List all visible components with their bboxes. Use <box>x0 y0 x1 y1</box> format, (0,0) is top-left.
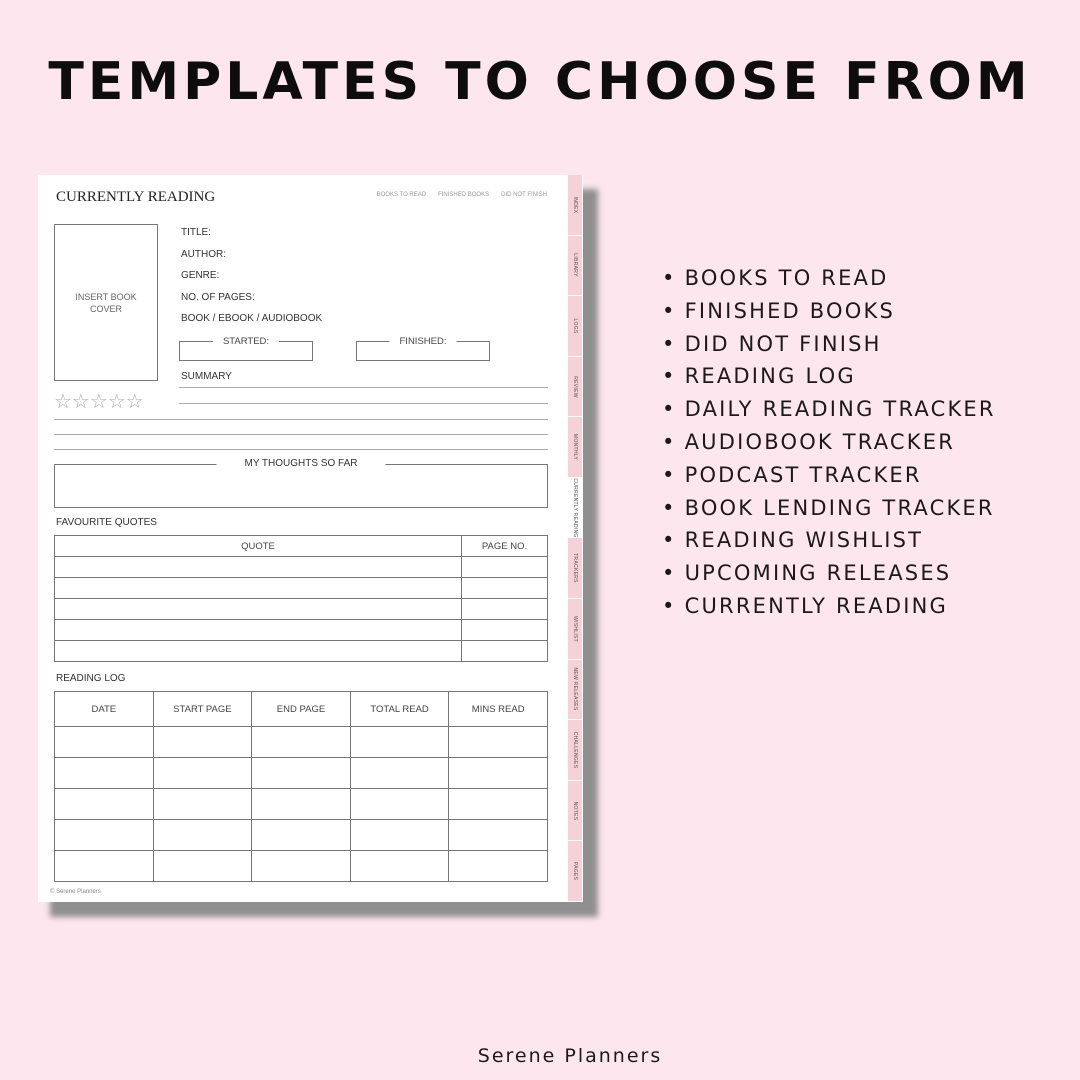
brand-name: Serene Planners <box>477 1045 663 1067</box>
tab-wishlist[interactable]: WISHLIST <box>568 599 582 660</box>
thoughts-box[interactable] <box>54 458 548 508</box>
table-row[interactable] <box>55 557 548 578</box>
table-row[interactable] <box>55 820 548 851</box>
tab-pages[interactable]: PAGES <box>568 841 582 902</box>
tab-new-releases[interactable]: NEW RELEASES <box>568 660 582 721</box>
title-field[interactable]: TITLE: <box>181 227 212 238</box>
top-links <box>377 192 547 198</box>
table-row[interactable] <box>55 620 548 641</box>
list-item: • READING LOG <box>662 362 996 395</box>
tab-currently-reading[interactable]: CURRENTLY READING <box>568 478 582 539</box>
start-page-header: START PAGE <box>153 692 252 727</box>
list-item: • DID NOT FINISH <box>662 330 996 363</box>
summary-line[interactable] <box>179 403 548 404</box>
quote-header: QUOTE <box>55 536 462 557</box>
date-header: DATE <box>55 692 154 727</box>
feature-list <box>662 264 996 625</box>
mins-read-header: MINS READ <box>449 692 548 727</box>
side-tabs <box>568 175 582 902</box>
reading-log-table <box>54 691 548 882</box>
link-books-to-read[interactable]: BOOKS TO READ <box>376 192 427 198</box>
summary-line[interactable] <box>54 434 548 435</box>
tab-index[interactable]: INDEX <box>568 175 582 236</box>
author-field[interactable]: AUTHOR: <box>181 249 226 260</box>
list-item: • READING WISHLIST <box>662 526 996 559</box>
planner-page <box>38 175 583 902</box>
quotes-table <box>54 535 548 662</box>
table-row[interactable] <box>55 641 548 662</box>
table-row[interactable] <box>55 578 548 599</box>
table-row[interactable] <box>55 599 548 620</box>
summary-line[interactable] <box>54 449 548 450</box>
reading-log-label: READING LOG <box>56 673 126 684</box>
total-read-header: TOTAL READ <box>350 692 449 727</box>
table-row[interactable] <box>55 727 548 758</box>
pages-field[interactable]: NO. OF PAGES: <box>181 292 255 303</box>
summary-line[interactable] <box>54 419 548 420</box>
cover-text: INSERT BOOK COVER <box>75 291 137 314</box>
copyright: © Serene Planners <box>50 889 101 895</box>
tab-review[interactable]: REVIEW <box>568 357 582 418</box>
tab-library[interactable]: LIBRARY <box>568 236 582 297</box>
started-label: STARTED: <box>213 336 279 347</box>
summary-label: SUMMARY <box>181 371 232 382</box>
page-no-header: PAGE NO. <box>462 536 548 557</box>
list-item: • CURRENTLY READING <box>662 592 996 625</box>
tab-notes[interactable]: NOTES <box>568 781 582 842</box>
list-item: • BOOK LENDING TRACKER <box>662 494 996 527</box>
table-row[interactable] <box>55 758 548 789</box>
list-item: • FINISHED BOOKS <box>662 297 996 330</box>
tab-trackers[interactable]: TRACKERS <box>568 538 582 599</box>
table-row[interactable] <box>55 789 548 820</box>
table-row[interactable] <box>55 851 548 882</box>
headline: TEMPLATES TO CHOOSE FROM <box>48 52 1032 112</box>
link-finished-books[interactable]: FINISHED BOOKS <box>438 192 490 198</box>
thoughts-label: MY THOUGHTS SO FAR <box>217 458 386 469</box>
page-title: CURRENTLY READING <box>56 189 216 205</box>
format-field[interactable]: BOOK / EBOOK / AUDIOBOOK <box>181 313 323 324</box>
started-box[interactable] <box>179 336 313 361</box>
tab-challenges[interactable]: CHALLENGES <box>568 720 582 781</box>
list-item: • DAILY READING TRACKER <box>662 395 996 428</box>
end-page-header: END PAGE <box>252 692 351 727</box>
tab-logs[interactable]: LOGS <box>568 296 582 357</box>
list-item: • UPCOMING RELEASES <box>662 559 996 592</box>
link-did-not-finish[interactable]: DID NOT FINISH <box>501 192 547 198</box>
tab-monthly[interactable]: MONTHLY <box>568 417 582 478</box>
finished-box[interactable] <box>356 336 490 361</box>
planner-page-preview <box>38 175 583 902</box>
summary-line[interactable] <box>179 387 548 388</box>
genre-field[interactable]: GENRE: <box>181 270 220 281</box>
list-item: • AUDIOBOOK TRACKER <box>662 428 996 461</box>
quotes-label: FAVOURITE QUOTES <box>56 517 157 528</box>
finished-label: FINISHED: <box>390 336 457 347</box>
star-rating[interactable]: ☆☆☆☆☆ <box>54 391 144 413</box>
list-item: • PODCAST TRACKER <box>662 461 996 494</box>
book-cover-placeholder[interactable] <box>54 224 158 381</box>
list-item: • BOOKS TO READ <box>662 264 996 297</box>
